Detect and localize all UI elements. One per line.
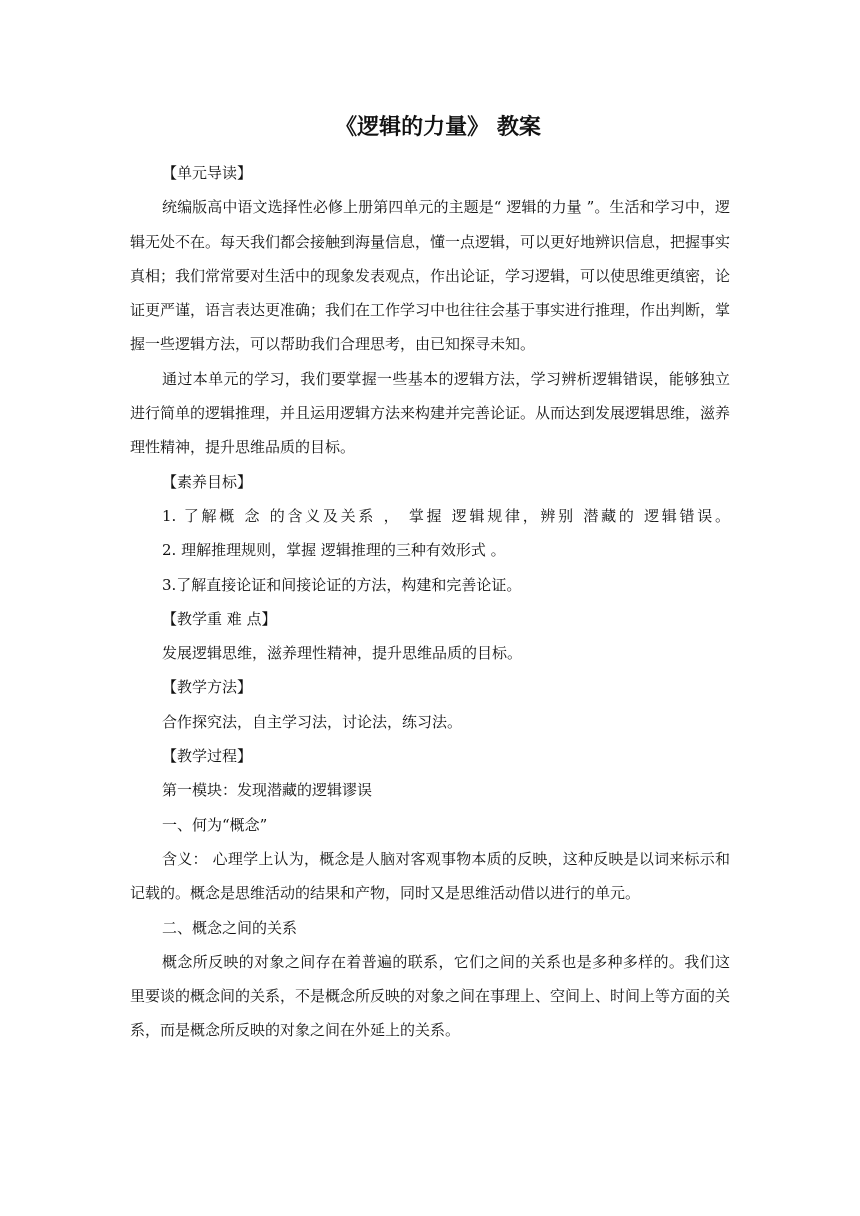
- section-heading-teaching-process: 【教学过程】: [162, 747, 253, 766]
- goal-item-1: 1. 了解概 念 的含义及关系 ， 掌握 逻辑规律，辨别 潜藏的 逻辑错误。: [162, 506, 730, 525]
- paragraph-concept-relations: 概念所反映的对象之间存在着普遍的联系，它们之间的关系也是多种多样的。我们这里要谈的概念间的关系，不是概念所反映的对象之间在事理上、空间上、时间上等方面的关系，而是概念所反映的对象之间在外延上的关系。: [130, 952, 731, 1040]
- goal-item-2: 2. 理解推理规则，掌握 逻辑推理的三种有效形式 。: [162, 541, 506, 560]
- paragraph-unit-intro: 统编版高中语文选择性必修上册第四单元的主题是“ 逻辑的力量 ”。生活和学习中，逻辑无处不在。每天我们都会接触到海量信息，懂一点逻辑，可以更好地辨识信息，把握事实真相；我们常常要对生活中的现象发表观点，作出论证，学习逻辑，可以使思维更缜密，论证更严谨，语言表达更准确；我们在工作学习中也往往会基于事实进行推理，作出判断，掌握一些逻辑方法，可以帮助我们合理思考，由已知探寻未知。: [130, 198, 731, 354]
- paragraph-concept-definition: 含义： 心理学上认为，概念是人脑对客观事物本质的反映，这种反映是以词来标示和记载的。概念是思维活动的结果和产物，同时又是思维活动借以进行的单元。: [130, 849, 730, 903]
- paragraph-unit-goals: 通过本单元的学习，我们要掌握一些基本的逻辑方法，学习辨析逻辑错误，能够独立进行简单的逻辑推理，并且运用逻辑方法来构建并完善论证。从而达到发展逻辑思维，滋养理性精神，提升思维品质的目标。: [130, 369, 731, 457]
- section-heading-unit-guide: 【单元导读】: [162, 164, 253, 182]
- key-points-text: 发展逻辑思维，滋养理性精神，提升思维品质的目标。: [162, 644, 523, 663]
- subsection-concept-relations: 二、概念之间的关系: [162, 918, 298, 937]
- module-one-heading: 第一模块：发现潜藏的逻辑谬误: [162, 781, 373, 800]
- subsection-what-is-concept: 一、何为“概念”: [162, 815, 268, 834]
- section-heading-teaching-methods: 【教学方法】: [162, 678, 253, 697]
- teaching-methods-text: 合作探究法，自主学习法，讨论法，练习法。: [162, 712, 463, 731]
- section-heading-competency-goals: 【素养目标】: [162, 472, 253, 491]
- document-title: 《逻辑的力量》 教案: [335, 115, 541, 140]
- goal-item-3: 3.了解直接论证和间接论证的方法，构建和完善论证。: [162, 575, 522, 594]
- section-heading-key-points: 【教学重 难 点】: [162, 609, 277, 628]
- document-page: [130, 100, 730, 1048]
